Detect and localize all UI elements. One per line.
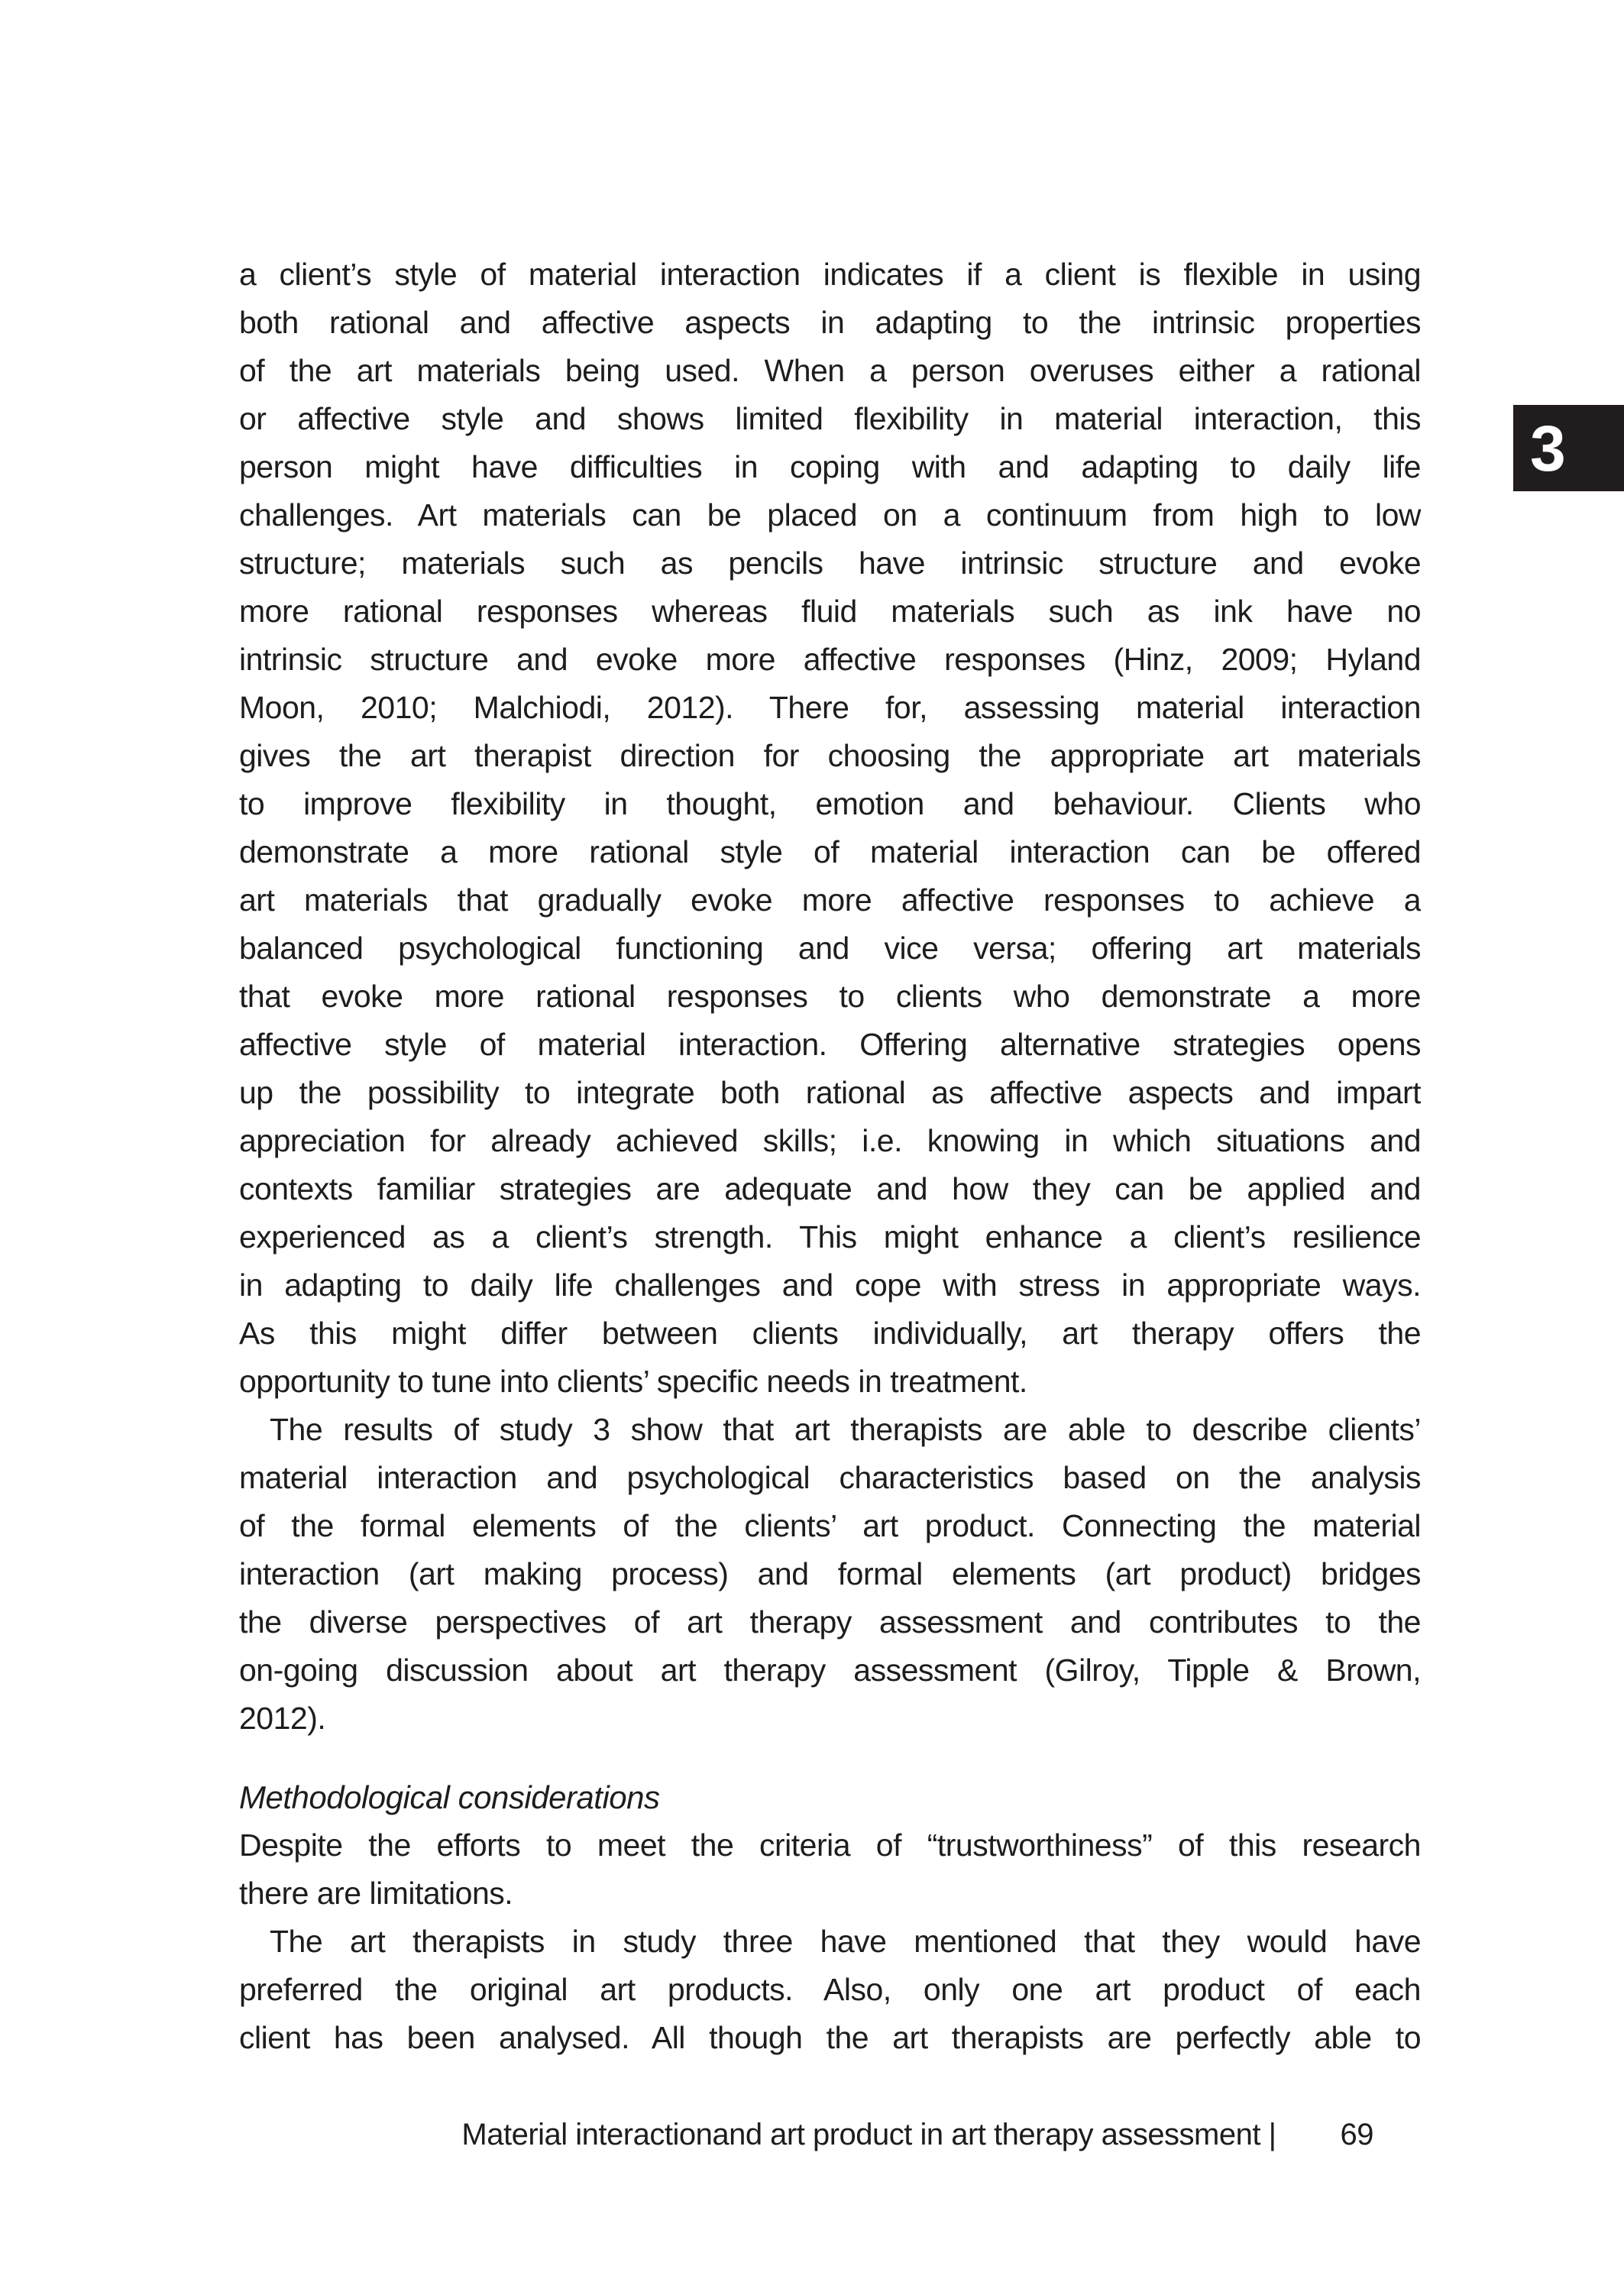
text-line: challenges. Art materials can be placed on a continuum from high to low bbox=[239, 497, 1421, 533]
text-line: on-going discussion about art therapy assessment (Gilroy, Tipple & Brown, bbox=[239, 1653, 1421, 1688]
text-line: experienced as a client’s strength. This might enhance a client’s resilience bbox=[239, 1219, 1421, 1254]
text-line: in adapting to daily life challenges and cope with stress in appropriate ways. bbox=[239, 1267, 1421, 1303]
text-line: or affective style and shows limited flexibility in material interaction, this bbox=[239, 401, 1421, 436]
chapter-number: 3 bbox=[1530, 412, 1566, 484]
text-line: art materials that gradually evoke more affective responses to achieve a bbox=[239, 882, 1421, 918]
text-line: both rational and affective aspects in adapting to the intrinsic properties bbox=[239, 305, 1421, 340]
text-line: The results of study 3 show that art therapists are able to describe clients’ bbox=[270, 1412, 1421, 1447]
text-line: opportunity to tune into clients’ specific needs in treatment. bbox=[239, 1364, 1027, 1399]
text-line: client has been analysed. All though the art therapists are perfectly able to bbox=[239, 2020, 1421, 2055]
section-heading: Methodological considerations bbox=[239, 1779, 660, 1815]
text-line: of the formal elements of the clients’ art product. Connecting the material bbox=[239, 1508, 1421, 1543]
text-line: demonstrate a more rational style of material interaction can be offered bbox=[239, 834, 1421, 869]
text-line: intrinsic structure and evoke more affective responses (Hinz, 2009; Hyland bbox=[239, 642, 1421, 677]
paragraph-2 bbox=[239, 1406, 1421, 1743]
running-title: Material interactionand art product in art therapy assessment | bbox=[461, 2118, 1276, 2151]
text-line: to improve flexibility in thought, emotion and behaviour. Clients who bbox=[239, 786, 1421, 821]
text-line: person might have difficulties in coping with and adapting to daily life bbox=[239, 449, 1421, 484]
paragraph-4 bbox=[239, 1918, 1421, 2062]
text-line: 2012). bbox=[239, 1701, 326, 1736]
text-line: more rational responses whereas fluid materials such as ink have no bbox=[239, 594, 1421, 629]
page-footer bbox=[461, 2116, 1373, 2153]
text-line: The art therapists in study three have mentioned that they would have bbox=[270, 1924, 1421, 1959]
text-line: there are limitations. bbox=[239, 1876, 513, 1911]
paragraph-1 bbox=[239, 251, 1421, 1406]
paragraph-3 bbox=[239, 1821, 1421, 1918]
text-line: that evoke more rational responses to clients who demonstrate a more bbox=[239, 979, 1421, 1014]
text-line: the diverse perspectives of art therapy assessment and contributes to the bbox=[239, 1604, 1421, 1640]
text-line: Moon, 2010; Malchiodi, 2012). There for, assessing material interaction bbox=[239, 690, 1421, 725]
text-line: interaction (art making process) and formal elements (art product) bridges bbox=[239, 1556, 1421, 1591]
text-line: structure; materials such as pencils have intrinsic structure and evoke bbox=[239, 545, 1421, 581]
text-line: a client’s style of material interaction indicates if a client is flexible in using bbox=[239, 257, 1421, 292]
text-line: appreciation for already achieved skills; i.e. knowing in which situations and bbox=[239, 1123, 1421, 1158]
text-line: preferred the original art products. Also, only one art product of each bbox=[239, 1972, 1421, 2007]
text-line: contexts familiar strategies are adequate and how they can be applied and bbox=[239, 1171, 1421, 1206]
text-line: balanced psychological functioning and vice versa; offering art materials bbox=[239, 931, 1421, 966]
text-column bbox=[239, 251, 1421, 2062]
text-line: of the art materials being used. When a person overuses either a rational bbox=[239, 353, 1421, 388]
text-line: material interaction and psychological characteristics based on the analysis bbox=[239, 1460, 1421, 1495]
text-line: Despite the efforts to meet the criteria of “trustworthiness” of this research bbox=[239, 1827, 1421, 1863]
text-line: As this might differ between clients individually, art therapy offers the bbox=[239, 1316, 1421, 1351]
text-line: affective style of material interaction. Offering alternative strategies opens bbox=[239, 1027, 1421, 1062]
page-number: 69 bbox=[1340, 2118, 1373, 2151]
chapter-tab bbox=[1513, 405, 1624, 491]
text-line: gives the art therapist direction for choosing the appropriate art materials bbox=[239, 738, 1421, 773]
text-line: up the possibility to integrate both rational as affective aspects and impart bbox=[239, 1075, 1421, 1110]
